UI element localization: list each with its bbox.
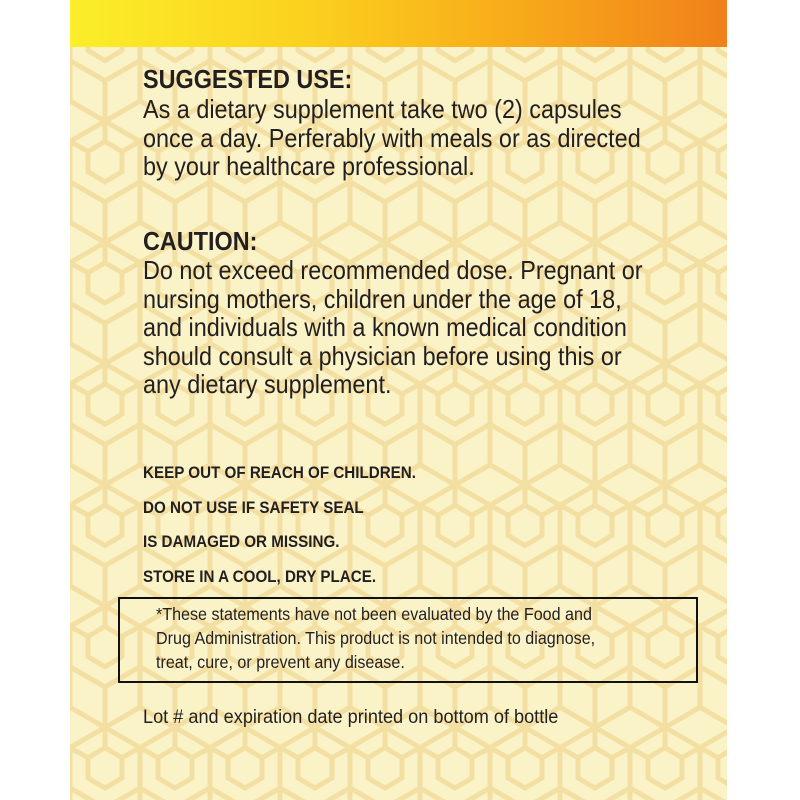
warning-line: IS DAMAGED OR MISSING. — [143, 533, 340, 552]
disclaimer-line: *These statements have not been evaluated by the Food and — [156, 604, 592, 624]
caution-heading: CAUTION: — [143, 226, 258, 256]
caution-line: and individuals with a known medical condition — [143, 312, 627, 342]
disclaimer-line: Drug Administration. This product is not intended to diagnose, — [156, 628, 596, 648]
caution-line: should consult a physician before using this or — [143, 340, 622, 371]
fda-disclaimer-box — [118, 597, 698, 683]
warning-line: KEEP OUT OF REACH OF CHILDREN. — [143, 464, 416, 482]
label-panel — [70, 0, 727, 800]
warning-list — [143, 456, 440, 595]
suggested-use-heading: SUGGESTED USE: — [143, 64, 353, 94]
caution-line: Do not exceed recommended dose. Pregnant or — [143, 255, 643, 285]
caution-text — [143, 256, 727, 399]
warning-line: STORE IN A COOL, DRY PLACE. — [143, 568, 377, 587]
disclaimer-line: treat, cure, or prevent any disease. — [156, 652, 405, 672]
lot-note: Lot # and expiration date printed on bottom of bottle — [143, 706, 559, 728]
warning-line: DO NOT USE IF SAFETY SEAL — [143, 498, 364, 517]
caution-line: any dietary supplement. — [143, 369, 392, 399]
suggested-use-text — [143, 95, 727, 181]
suggested-use-line: once a day. Perferably with meals or as directed — [143, 122, 641, 153]
caution-line: nursing mothers, children under the age of 18, — [143, 283, 622, 314]
suggested-use-line: by your healthcare professional. — [143, 151, 475, 181]
suggested-use-line: As a dietary supplement take two (2) capsules — [143, 94, 622, 124]
